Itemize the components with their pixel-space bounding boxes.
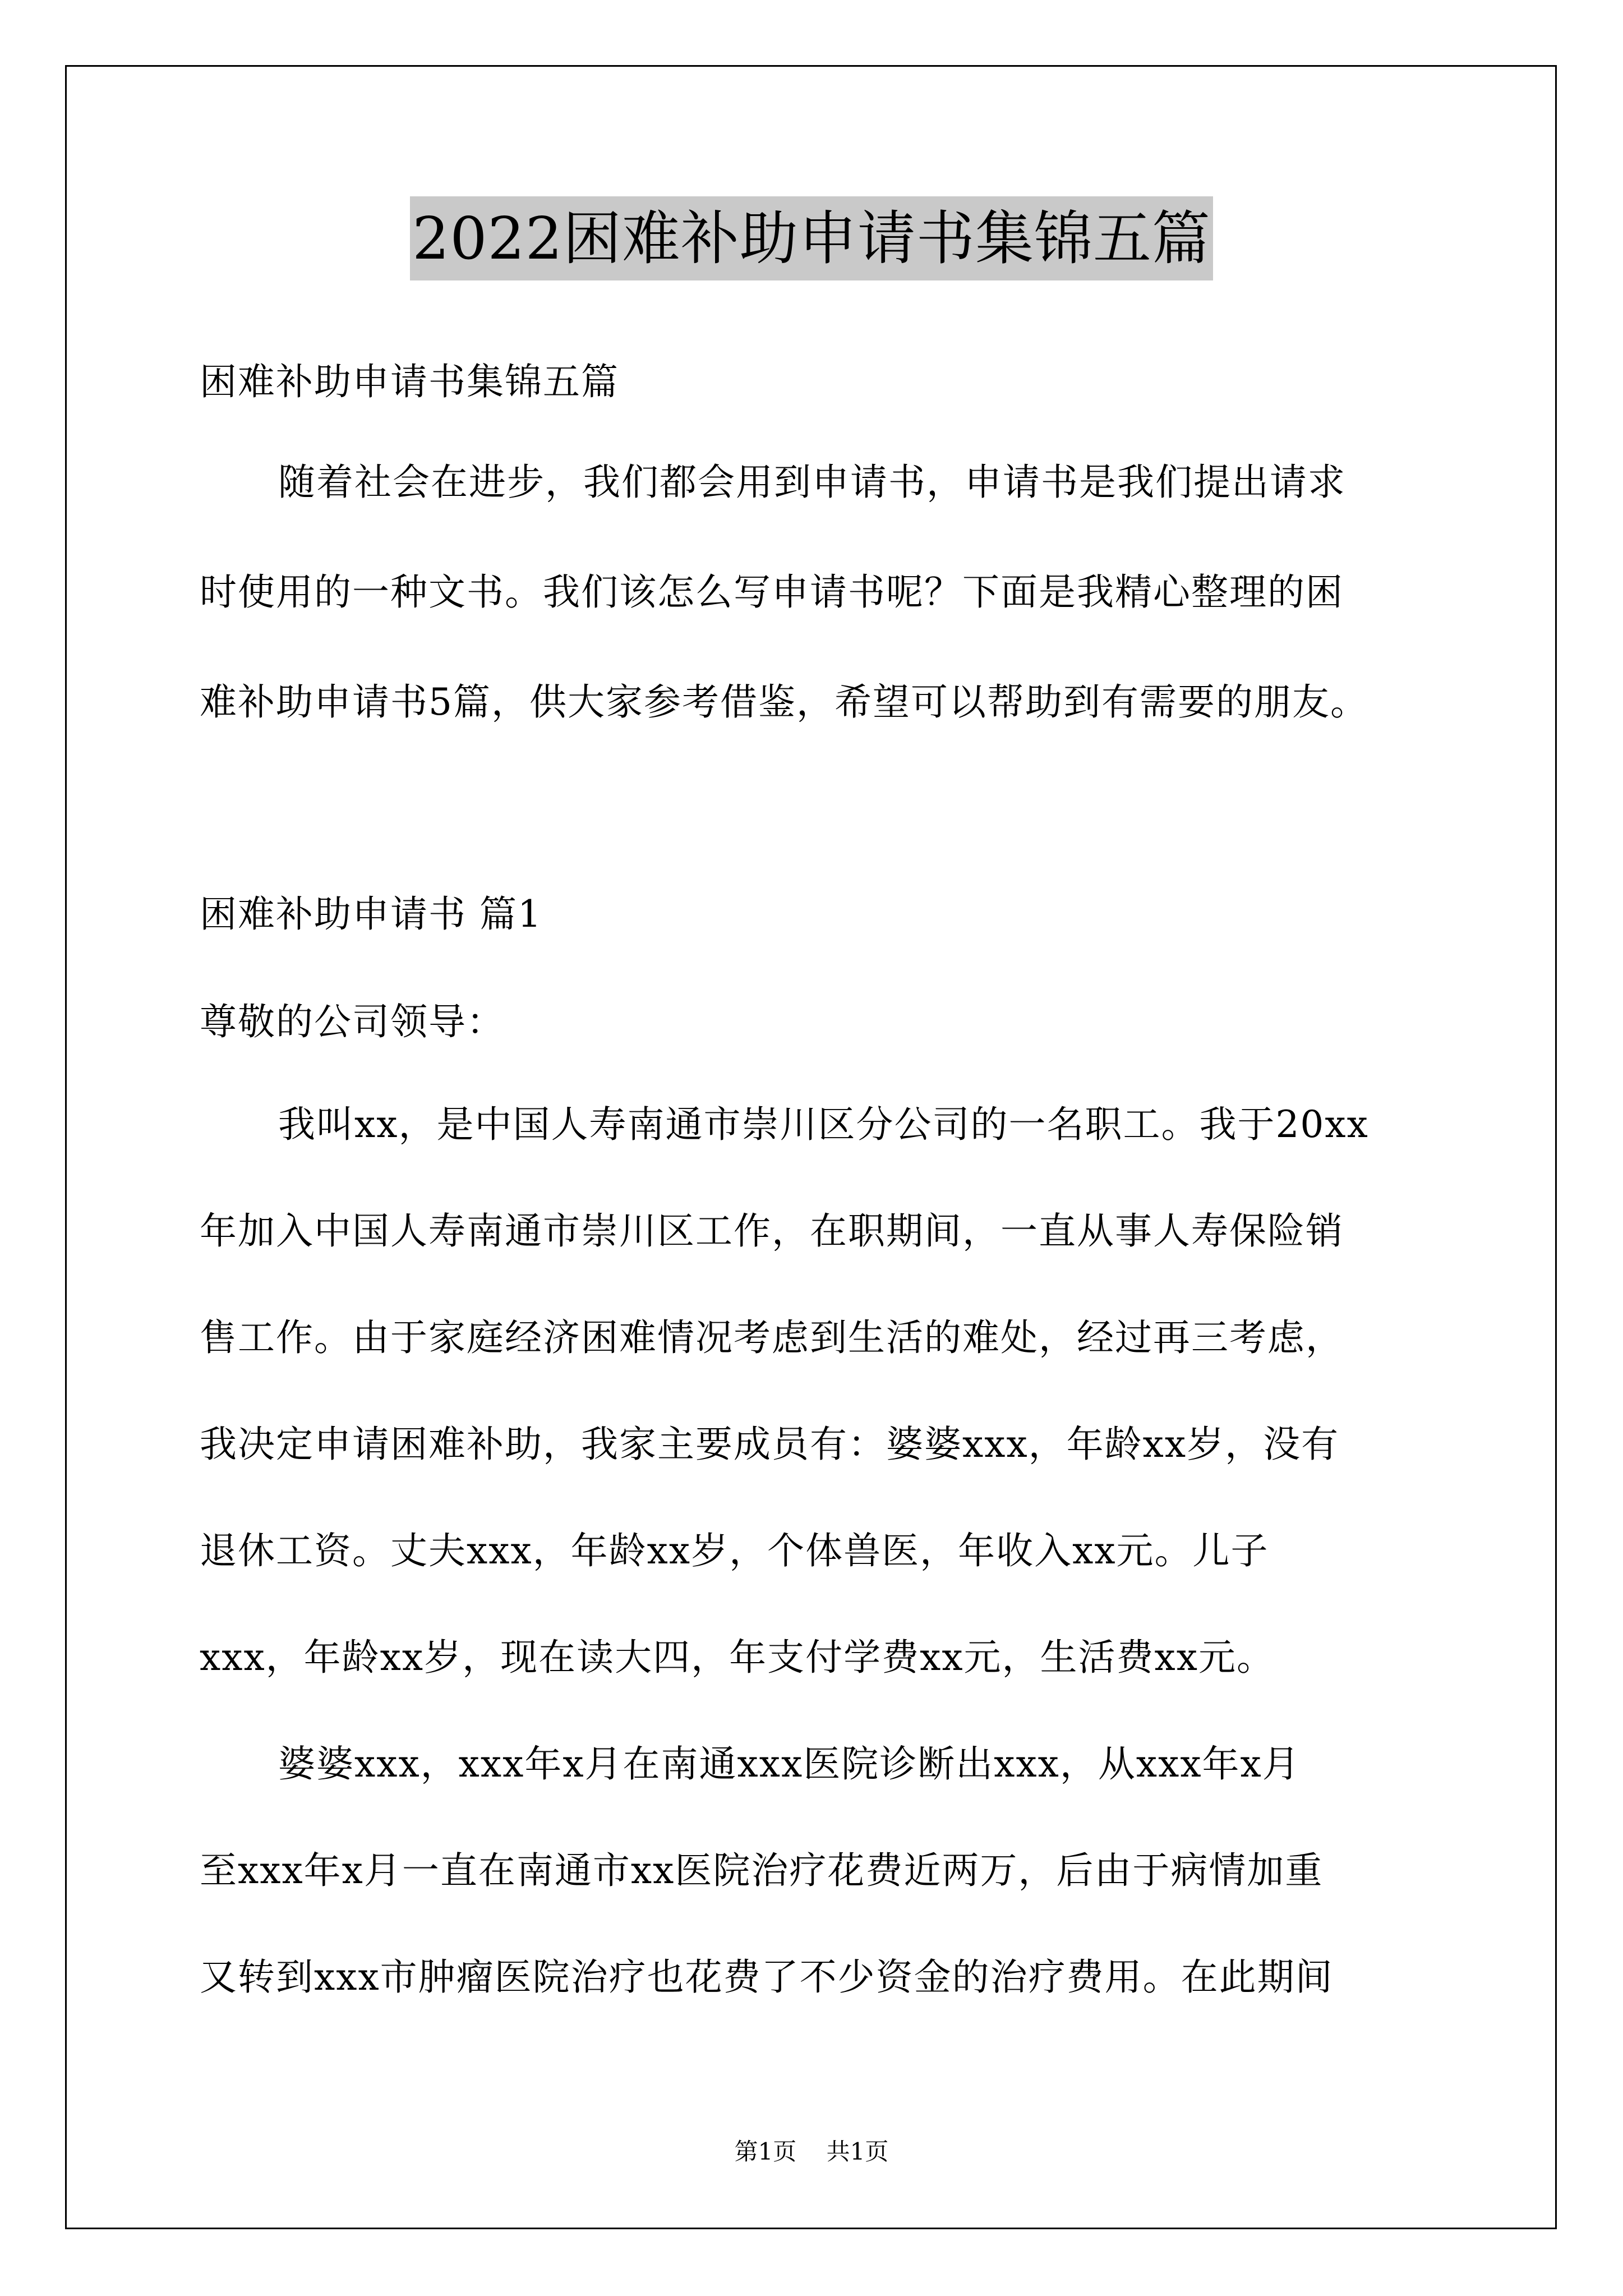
paragraph1-line-5: 退休工资。丈夫xxx，年龄xx岁，个体兽医，年收入xx元。儿子 bbox=[200, 1529, 1269, 1572]
paragraph2-line-2: 至xxx年x月一直在南通市xx医院治疗花费近两万，后由于病情加重 bbox=[200, 1849, 1324, 1892]
paragraph1-line-2: 年加入中国人寿南通市崇川区工作，在职期间，一直从事人寿保险销 bbox=[200, 1209, 1344, 1253]
paragraph2-line-1: 婆婆xxx，xxx年x月在南通xxx医院诊断出xxx，从xxx年x月 bbox=[278, 1742, 1301, 1786]
intro-line-1: 随着社会在进步，我们都会用到申请书，申请书是我们提出请求 bbox=[278, 461, 1346, 504]
intro-line-2: 时使用的一种文书。我们该怎么写申请书呢？下面是我精心整理的困 bbox=[200, 570, 1344, 614]
salutation: 尊敬的公司领导： bbox=[200, 1000, 505, 1043]
page-footer bbox=[0, 2135, 1623, 2169]
document-subtitle: 困难补助申请书集锦五篇 bbox=[200, 360, 619, 403]
section-heading: 困难补助申请书 篇1 bbox=[200, 892, 542, 936]
paragraph2-line-3: 又转到xxx市肿瘤医院治疗也花费了不少资金的治疗费用。在此期间 bbox=[200, 1955, 1334, 1999]
title-container bbox=[0, 196, 1623, 280]
page-number: 第1页 bbox=[734, 2138, 797, 2165]
paragraph1-line-1: 我叫xx，是中国人寿南通市崇川区分公司的一名职工。我于20xx bbox=[278, 1103, 1369, 1146]
paragraph1-line-6: xxx，年龄xx岁，现在读大四，年支付学费xx元，生活费xx元。 bbox=[200, 1636, 1275, 1679]
page-total: 共1页 bbox=[826, 2138, 889, 2165]
paragraph1-line-3: 售工作。由于家庭经济困难情况考虑到生活的难处，经过再三考虑， bbox=[200, 1316, 1344, 1359]
intro-line-3: 难补助申请书5篇，供大家参考借鉴，希望可以帮助到有需要的朋友。 bbox=[200, 680, 1368, 724]
document-title: 2022困难补助申请书集锦五篇 bbox=[410, 196, 1213, 280]
paragraph1-line-4: 我决定申请困难补助，我家主要成员有：婆婆xxx，年龄xx岁，没有 bbox=[200, 1423, 1340, 1466]
